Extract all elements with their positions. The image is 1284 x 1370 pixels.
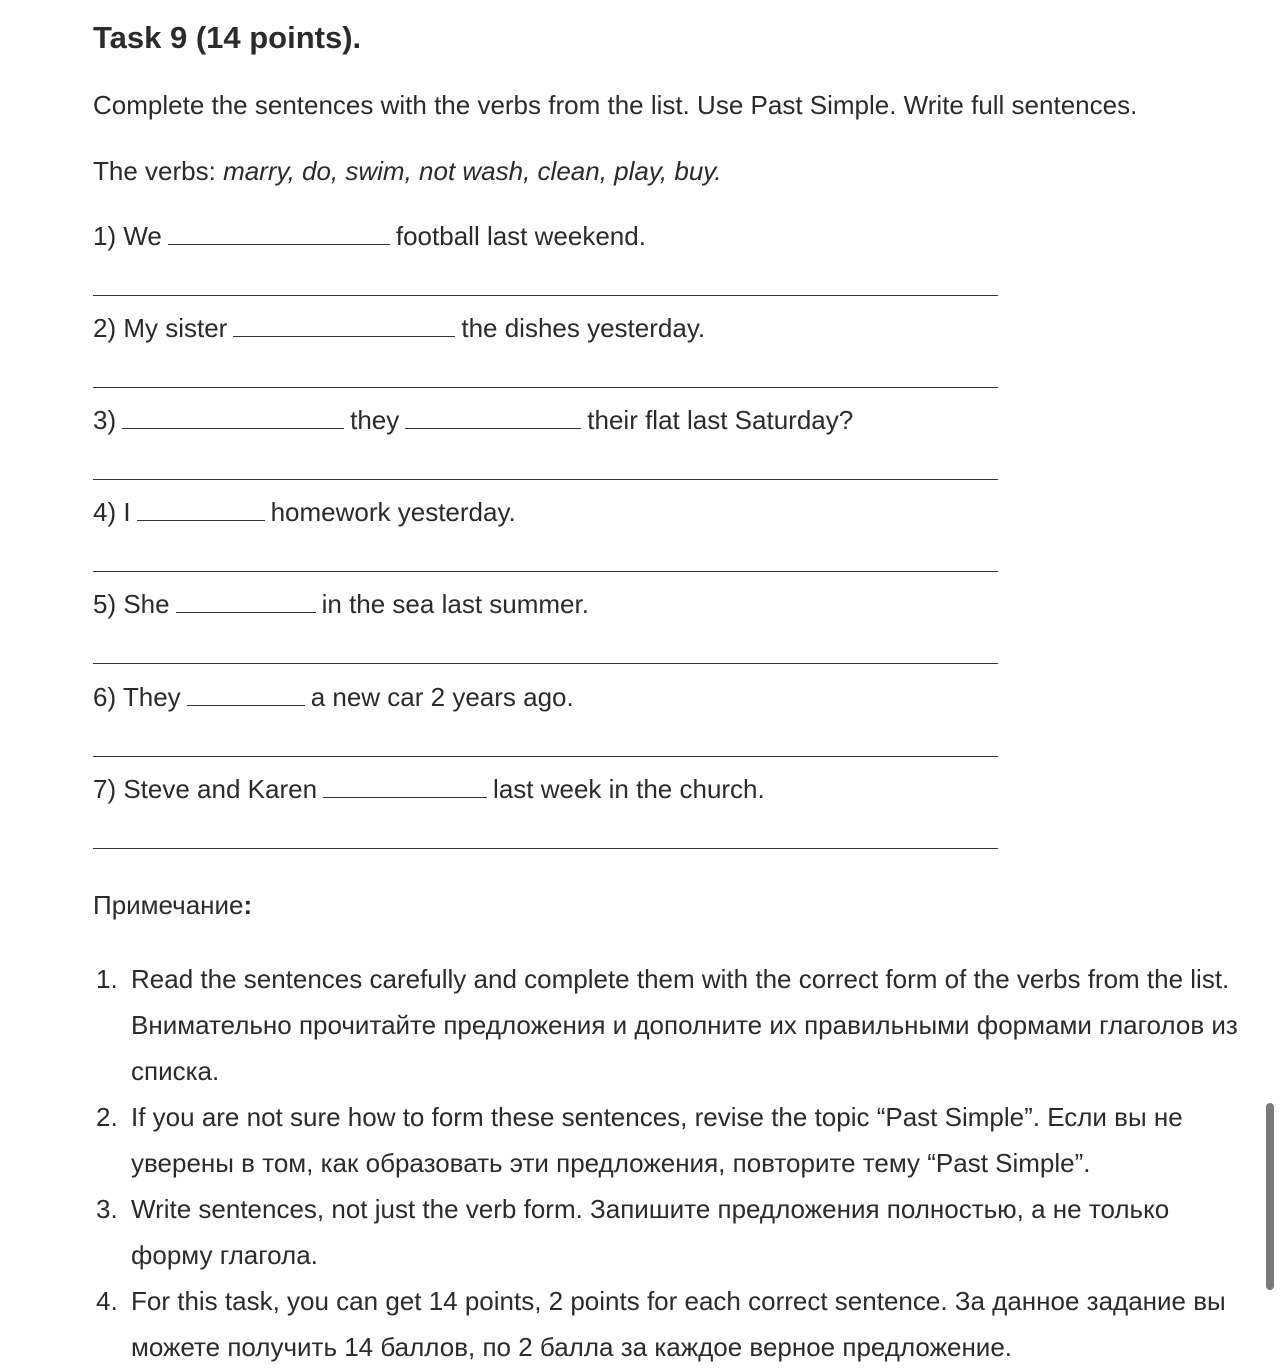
answer-line[interactable] [93, 479, 998, 480]
answer-blank[interactable] [187, 683, 305, 706]
answer-line[interactable] [93, 663, 998, 664]
sentence-text: in the sea last summer. [321, 589, 589, 619]
sentence-text: 7) Steve and Karen [93, 774, 318, 804]
answer-line[interactable] [93, 295, 998, 296]
sentence-text: the dishes yesterday. [461, 313, 706, 343]
verbs-line [93, 156, 722, 187]
note-item [93, 1278, 1243, 1370]
sentence-text: they [350, 405, 400, 435]
note-text: Read the sentences carefully and complete them with the correct form of the verbs from the list. Внимательно прочитайте предложения и [131, 964, 1230, 1040]
sentence-text: 4) I [93, 497, 131, 527]
answer-blank[interactable] [405, 406, 581, 429]
sentence-text: 6) They [93, 682, 181, 712]
note-text: For this task, you can get 14 points, 2 points for each correct sentence. За данное задание вы можете получить 14 баллов, по 2 балла за [131, 1286, 1226, 1362]
answer-line[interactable] [93, 848, 998, 849]
task-title: Task 9 (14 points). [93, 20, 362, 55]
sentence-2 [93, 313, 705, 344]
answer-blank[interactable] [233, 314, 455, 337]
note-text: каждое верное предложение. [654, 1332, 1013, 1362]
note-item [93, 1186, 1243, 1278]
sentence-text: 3) [93, 405, 117, 435]
sentence-7 [93, 774, 765, 805]
verbs-label: The verbs: [93, 156, 216, 186]
note-item [93, 956, 1243, 1094]
answer-line[interactable] [93, 571, 998, 572]
sentence-5 [93, 589, 589, 620]
answer-blank[interactable] [137, 498, 265, 521]
sentence-text: a new car 2 years ago. [310, 682, 574, 712]
note-text: Write sentences, not just the verb form. Запишите предложения полностью, а не только форму глагола. [131, 1194, 1170, 1270]
note-text: дополните их правильными формами глаголов из списка. [131, 1010, 1238, 1086]
note-label: Примечание [93, 890, 244, 920]
notes-list [93, 956, 1243, 1370]
instruction: Complete the sentences with the verbs from the list. Use Past Simple. Write full sentences. [93, 90, 1138, 120]
note-heading [93, 890, 252, 921]
answer-line[interactable] [93, 387, 998, 388]
note-text: If you are not sure how to form these sentences, revise the topic “Past Simple”. Если вы не уверены в том, как образовать эти предложения, [131, 1102, 1183, 1178]
sentence-text: their flat last Saturday? [587, 405, 854, 435]
note-number: 4. [96, 1286, 118, 1316]
note-number: 2. [96, 1102, 118, 1132]
answer-blank[interactable] [168, 222, 390, 245]
note-colon: : [243, 890, 253, 920]
answer-blank[interactable] [122, 406, 344, 429]
sentence-text: homework yesterday. [270, 497, 516, 527]
answer-blank[interactable] [176, 590, 316, 613]
sentence-text: 5) She [93, 589, 170, 619]
sentence-text: football last weekend. [395, 221, 646, 251]
sentence-4 [93, 497, 516, 528]
note-number: 3. [96, 1194, 118, 1224]
scrollbar[interactable] [1266, 1103, 1274, 1290]
sentence-text: 2) My sister [93, 313, 228, 343]
verbs-list: marry, do, swim, not wash, clean, play, buy. [223, 156, 722, 186]
note-text: повторите тему “Past Simple”. [732, 1148, 1091, 1178]
sentence-text: last week in the church. [493, 774, 765, 804]
sentence-1 [93, 221, 646, 252]
note-number: 1. [96, 964, 118, 994]
sentence-3 [93, 405, 853, 436]
sentence-6 [93, 682, 574, 713]
note-item [93, 1094, 1243, 1186]
answer-blank[interactable] [323, 775, 487, 798]
answer-line[interactable] [93, 756, 998, 757]
sentence-text: 1) We [93, 221, 162, 251]
